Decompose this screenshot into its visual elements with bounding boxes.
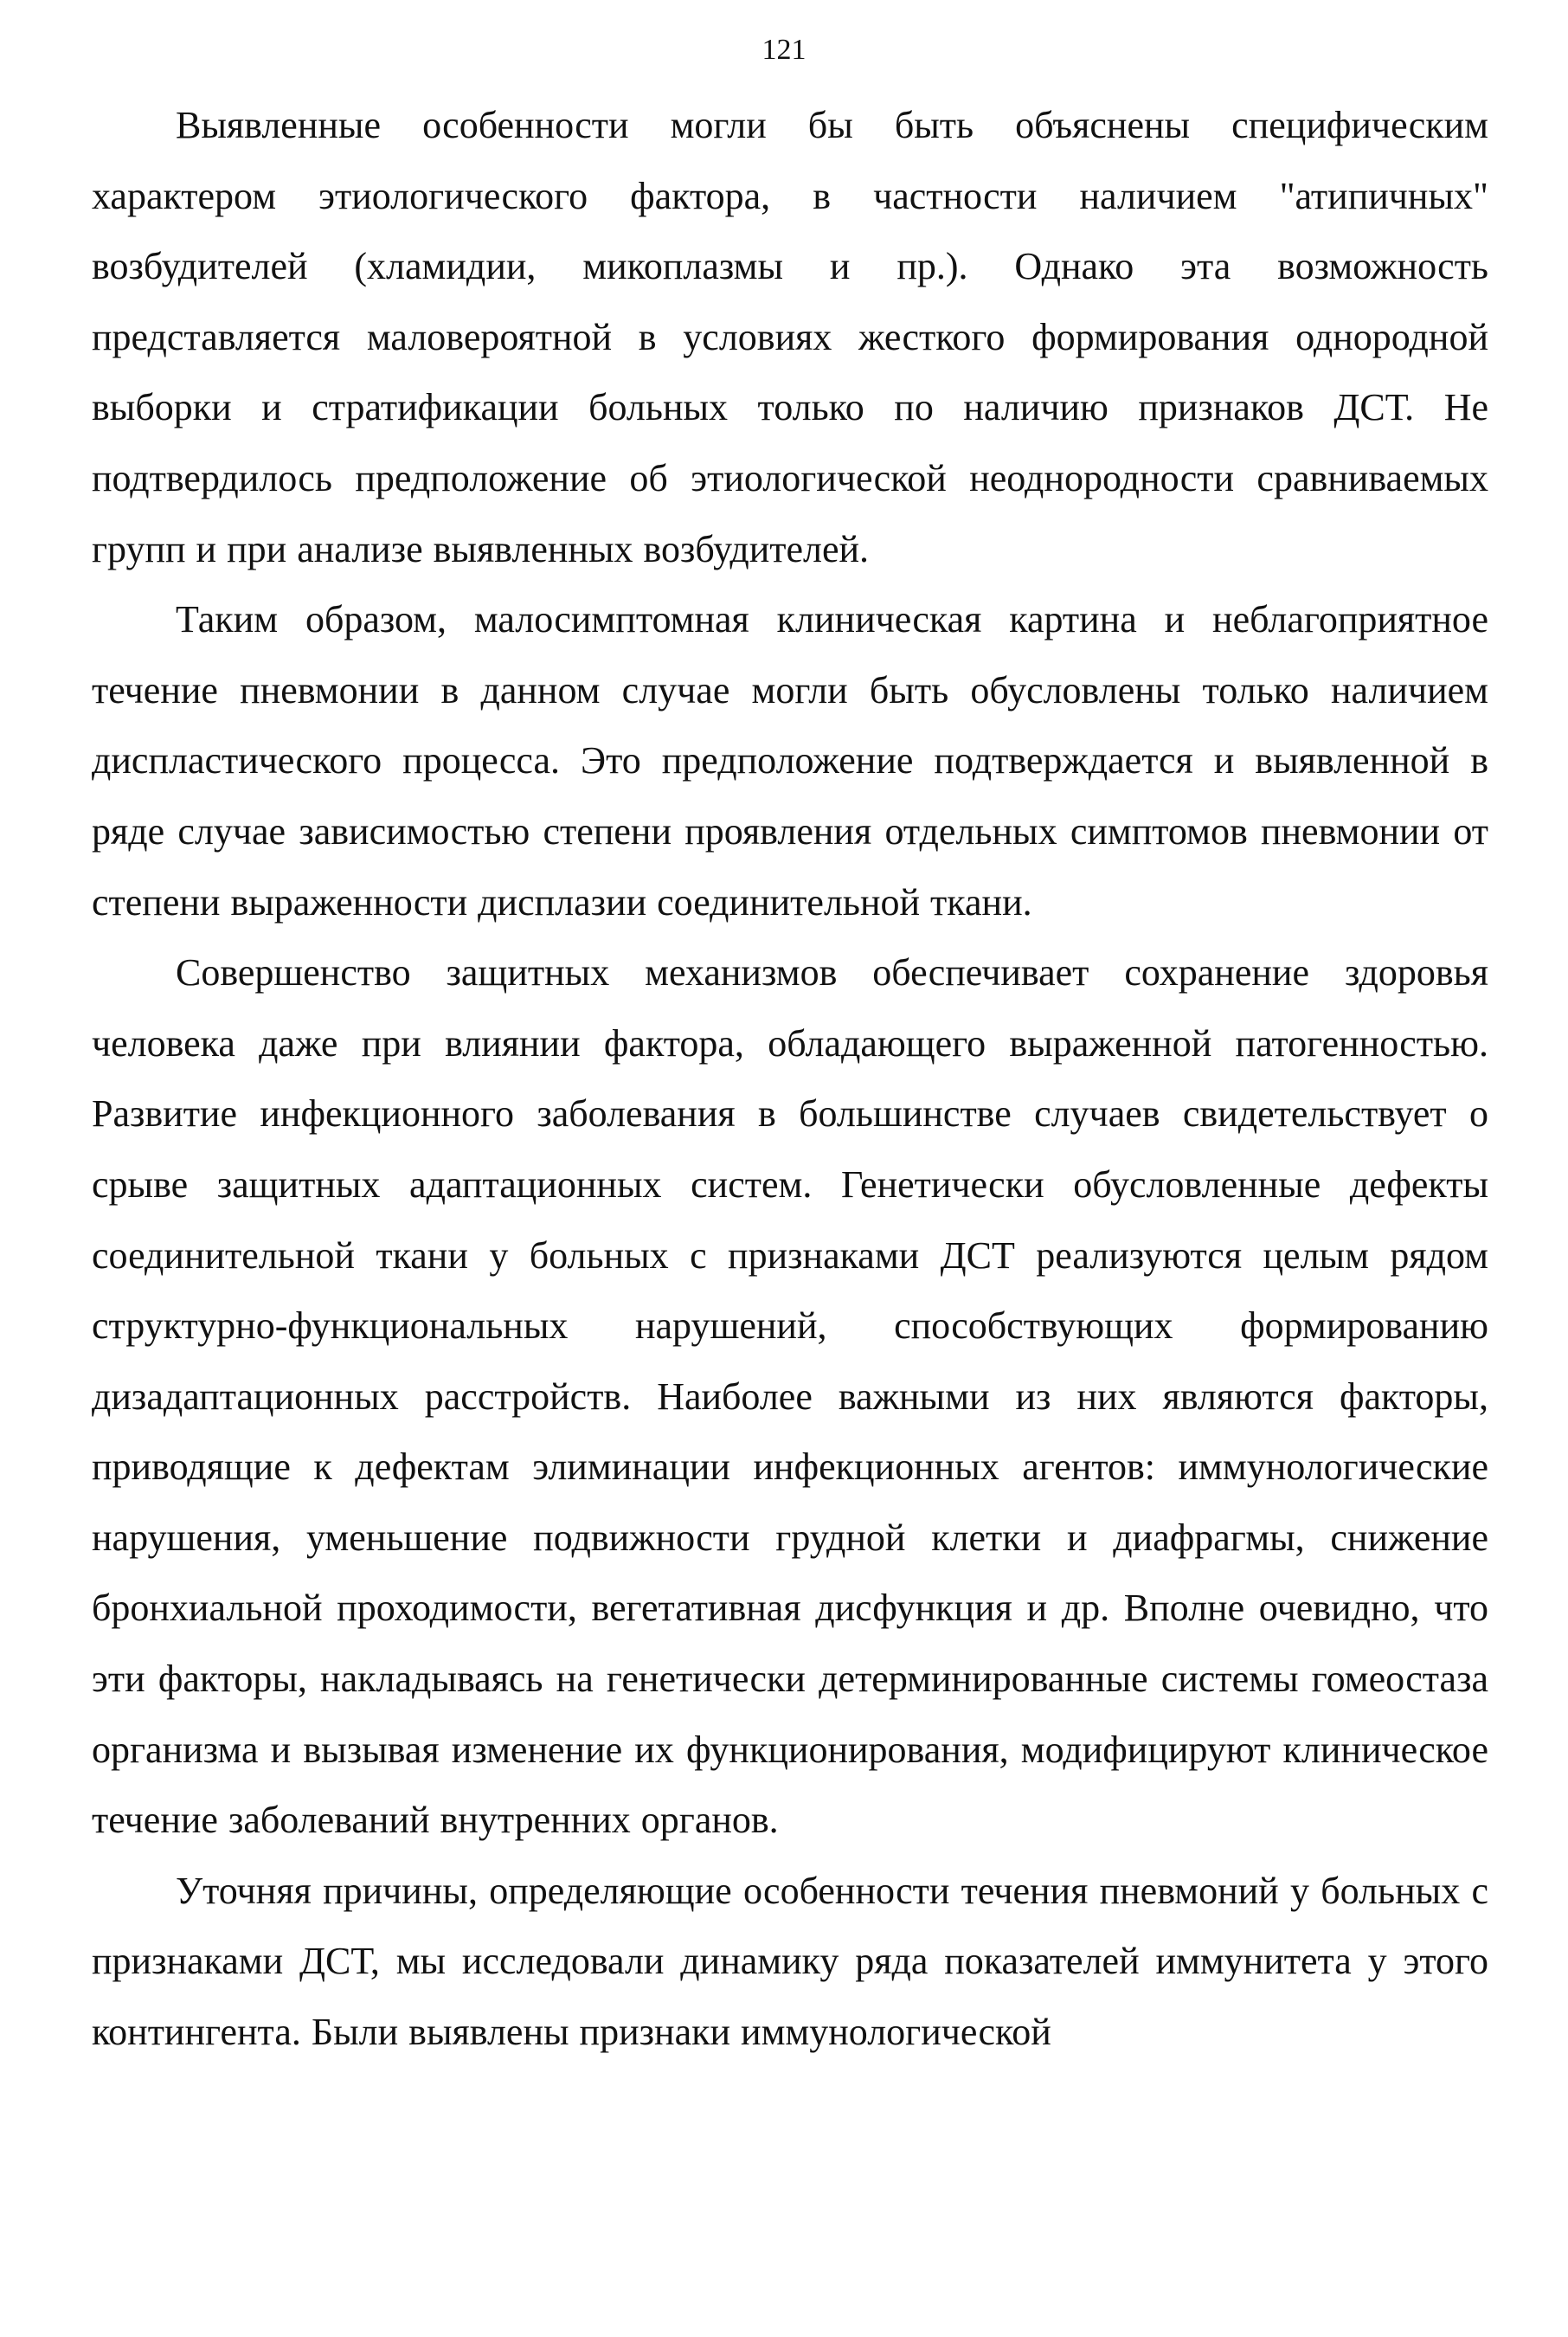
body-text (92, 90, 1488, 2068)
paragraph-2: Таким образом, малосимптомная клиническая картина и неблагоприятное течение пневмонии в данном случае могли быть обусловлены только наличием диспластического процесса. Это предположение подтверждается и выявленной в ряде случае зависимостью степени проявления отдельных симптомов пневмонии от степени выраженности дисплазии соединительной ткани. (92, 598, 1488, 924)
paragraph-4: Уточняя причины, определяющие особенности течения пневмоний у больных с признаками ДСТ, мы исследовали динамику ряда показателей иммунитета у этого контингента. Были выявлены признаки иммунологической (92, 1869, 1488, 2054)
page-number: 121 (762, 34, 806, 66)
paragraph-1: Выявленные особенности могли бы быть объяснены специфическим характером этиологического фактора, в частности наличием "атипичных" возбудителей (хламидии, микоплазмы и пр.). Однако эта возможность представляется маловероятной в условиях жесткого формирования однородной выборки и стратификации больных только по наличию признаков ДСТ. Не подтвердилось предположение об этиологической неоднородности сравниваемых групп и при анализе выявленных возбудителей. (92, 104, 1488, 570)
paragraph-3: Совершенство защитных механизмов обеспечивает сохранение здоровья человека даже при влиянии фактора, обладающего выраженной патогенностью. Развитие инфекционного заболевания в большинстве случаев свидетельствует о срыве защитных адаптационных систем. Генетически обусловленные дефекты соединительной ткани у больных с признаками ДСТ реализуются целым рядом структурно-функциональных нарушений, способствующих формированию дизадаптационных расстройств. Наиболее важными из них являются факторы, приводящие к дефектам элиминации инфекционных агентов: иммунологические нарушения, уменьшение подвижности грудной клетки и диафрагмы, снижение бронхиальной проходимости, вегетативная дисфункция и др. Вполне очевидно, что эти факторы, накладываясь на генетически детерминированные системы гомеостаза организма и вызывая изменение их функционирования, модифицируют клиническое течение заболеваний внутренних органов. (92, 951, 1488, 1842)
